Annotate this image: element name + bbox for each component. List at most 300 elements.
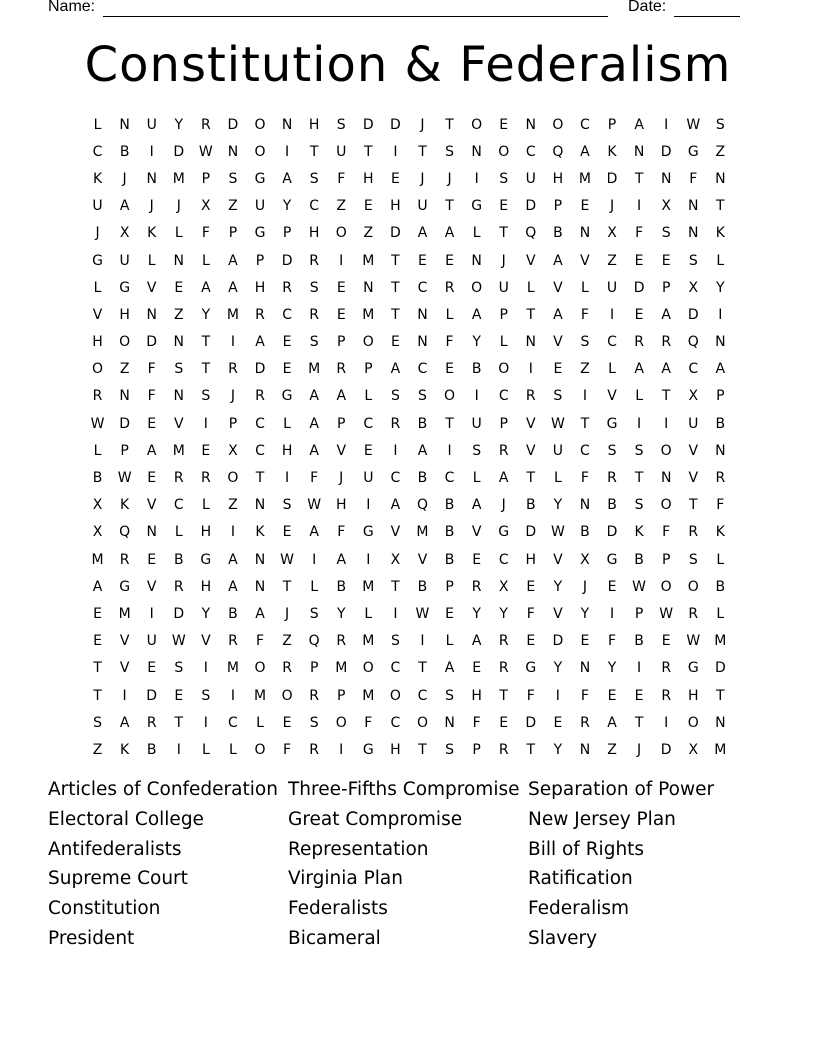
- grid-letter: A: [228, 252, 238, 269]
- grid-letter: V: [526, 252, 536, 269]
- grid-letter: Y: [201, 306, 211, 323]
- grid-letter: T: [391, 279, 400, 296]
- grid-letter: Z: [92, 741, 103, 758]
- grid-letter: N: [444, 714, 455, 731]
- grid-letter: L: [93, 442, 102, 459]
- grid-letter: B: [715, 415, 726, 432]
- grid-letter: X: [607, 225, 617, 242]
- grid-letter: S: [445, 143, 454, 160]
- page-title: Constitution & Federalism: [84, 37, 732, 93]
- grid-letter: W: [307, 497, 322, 514]
- grid-letter: N: [173, 334, 185, 351]
- grid-letter: H: [525, 551, 537, 568]
- grid-letter: T: [391, 252, 400, 269]
- grid-letter: L: [364, 605, 373, 622]
- grid-letter: S: [309, 334, 319, 351]
- date-blank-line[interactable]: [674, 16, 740, 17]
- grid-letter: S: [309, 170, 319, 187]
- grid-letter: I: [474, 170, 479, 187]
- grid-letter: J: [420, 170, 425, 187]
- grid-letter: U: [254, 198, 266, 215]
- grid-letter: V: [607, 388, 617, 405]
- grid-letter: P: [228, 225, 238, 242]
- grid-letter: G: [606, 415, 618, 432]
- grid-letter: S: [688, 551, 698, 568]
- grid-letter: I: [637, 660, 642, 677]
- grid-letter: N: [227, 143, 239, 160]
- grid-letter: B: [634, 551, 644, 568]
- grid-letter: T: [716, 198, 725, 215]
- grid-letter: Z: [336, 198, 347, 215]
- grid-letter: P: [364, 361, 373, 378]
- grid-letter: R: [498, 633, 509, 650]
- grid-letter: O: [389, 687, 401, 704]
- grid-letter: E: [282, 334, 292, 351]
- grid-letter: L: [256, 714, 264, 731]
- grid-letter: N: [715, 442, 726, 459]
- grid-letter: I: [637, 415, 642, 432]
- grid-letter: O: [471, 279, 483, 296]
- grid-letter: A: [146, 442, 157, 459]
- grid-letter: T: [688, 497, 698, 514]
- grid-letter: Z: [715, 143, 726, 160]
- grid-letter: S: [553, 388, 563, 405]
- grid-letter: C: [417, 361, 428, 378]
- grid-letter: R: [498, 442, 509, 459]
- grid-letter: Q: [119, 524, 131, 541]
- grid-letter: B: [444, 497, 455, 514]
- grid-row: [84, 356, 734, 383]
- grid-letter: A: [255, 334, 265, 351]
- grid-letter: U: [363, 470, 374, 487]
- grid-letter: U: [336, 143, 347, 160]
- grid-letter: L: [310, 578, 319, 595]
- grid-letter: O: [92, 361, 104, 378]
- header: [48, 0, 748, 20]
- grid-row: [84, 682, 734, 709]
- grid-letter: C: [173, 497, 184, 514]
- grid-letter: N: [688, 198, 699, 215]
- grid-letter: E: [363, 442, 373, 459]
- grid-letter: R: [146, 714, 157, 731]
- grid-letter: J: [149, 198, 154, 215]
- grid-letter: L: [93, 116, 102, 133]
- grid-letter: E: [390, 170, 400, 187]
- grid-letter: R: [200, 116, 211, 133]
- grid-letter: J: [447, 170, 452, 187]
- grid-letter: I: [230, 334, 235, 351]
- grid-row: [84, 736, 734, 763]
- grid-letter: A: [444, 225, 455, 242]
- grid-letter: R: [390, 415, 401, 432]
- grid-letter: R: [580, 714, 590, 731]
- name-label: Name:: [48, 0, 96, 15]
- grid-letter: J: [501, 252, 506, 269]
- grid-letter: T: [499, 225, 508, 242]
- grid-letter: E: [174, 687, 184, 704]
- grid-letter: T: [364, 143, 373, 160]
- grid-letter: R: [634, 334, 644, 351]
- grid-letter: S: [688, 252, 698, 269]
- grid-row: [84, 628, 734, 655]
- grid-letter: Y: [282, 198, 292, 215]
- grid-letter: Z: [282, 633, 292, 650]
- grid-letter: F: [445, 334, 454, 351]
- grid-letter: P: [201, 170, 211, 187]
- grid-letter: V: [417, 551, 428, 568]
- word-list-item: Ratification: [528, 868, 633, 890]
- grid-letter: M: [226, 660, 239, 677]
- grid-letter: A: [309, 524, 319, 541]
- grid-letter: K: [147, 225, 157, 242]
- grid-row: [84, 301, 734, 328]
- word-list-item: Virginia Plan: [288, 868, 403, 890]
- grid-row: [84, 383, 734, 410]
- grid-letter: G: [687, 660, 699, 677]
- grid-letter: B: [580, 524, 590, 541]
- grid-letter: U: [525, 170, 536, 187]
- grid-letter: T: [445, 116, 454, 133]
- grid-letter: S: [715, 116, 725, 133]
- grid-letter: N: [254, 497, 266, 514]
- grid-letter: F: [635, 225, 644, 242]
- grid-letter: I: [609, 306, 615, 323]
- grid-letter: V: [390, 524, 401, 541]
- grid-letter: E: [499, 714, 509, 731]
- grid-letter: J: [95, 225, 100, 242]
- grid-letter: R: [228, 361, 238, 378]
- grid-letter: A: [553, 306, 563, 323]
- grid-letter: I: [366, 551, 371, 568]
- grid-letter: S: [445, 687, 454, 704]
- grid-letter: D: [390, 116, 401, 133]
- grid-letter: T: [499, 687, 508, 704]
- grid-letter: M: [714, 633, 727, 650]
- grid-letter: P: [472, 741, 481, 758]
- grid-letter: I: [203, 415, 208, 432]
- grid-letter: W: [550, 524, 565, 541]
- grid-letter: N: [633, 143, 645, 160]
- grid-letter: E: [336, 306, 346, 323]
- grid-letter: M: [362, 252, 375, 269]
- grid-letter: C: [417, 687, 428, 704]
- letter-grid: [84, 111, 734, 764]
- grid-letter: R: [92, 388, 103, 405]
- grid-letter: R: [173, 578, 184, 595]
- grid-letter: V: [553, 279, 563, 296]
- grid-row: [84, 329, 734, 356]
- name-blank-line[interactable]: [103, 16, 608, 17]
- grid-letter: I: [393, 143, 398, 160]
- grid-letter: N: [254, 551, 266, 568]
- grid-letter: C: [255, 415, 265, 432]
- grid-letter: M: [362, 306, 375, 323]
- grid-letter: N: [417, 306, 428, 323]
- grid-letter: X: [92, 524, 103, 541]
- grid-letter: R: [255, 388, 265, 405]
- grid-letter: A: [661, 306, 671, 323]
- grid-letter: E: [634, 687, 644, 704]
- grid-letter: R: [471, 578, 482, 595]
- grid-letter: L: [445, 633, 454, 650]
- grid-letter: Y: [580, 605, 590, 622]
- grid-letter: I: [420, 633, 425, 650]
- grid-letter: L: [174, 225, 183, 242]
- grid-letter: D: [660, 741, 672, 758]
- grid-letter: L: [608, 361, 616, 378]
- grid-letter: U: [146, 116, 157, 133]
- grid-row: [84, 220, 734, 247]
- grid-letter: I: [474, 388, 479, 405]
- grid-letter: D: [254, 361, 266, 378]
- grid-letter: V: [553, 334, 563, 351]
- grid-letter: O: [281, 687, 293, 704]
- grid-letter: E: [147, 415, 157, 432]
- grid-letter: I: [637, 198, 642, 215]
- grid-letter: T: [716, 687, 725, 704]
- grid-letter: A: [92, 578, 103, 595]
- grid-letter: R: [688, 524, 699, 541]
- grid-letter: S: [418, 388, 427, 405]
- grid-letter: X: [201, 198, 211, 215]
- grid-letter: A: [390, 361, 401, 378]
- grid-letter: Z: [580, 361, 590, 378]
- grid-letter: X: [688, 388, 699, 405]
- grid-letter: T: [634, 470, 644, 487]
- grid-letter: Z: [363, 225, 374, 242]
- grid-letter: L: [526, 279, 535, 296]
- grid-letter: I: [176, 741, 181, 758]
- grid-letter: F: [580, 470, 589, 487]
- grid-letter: F: [580, 687, 589, 704]
- grid-letter: F: [689, 170, 698, 187]
- grid-letter: H: [471, 687, 482, 704]
- grid-letter: O: [660, 442, 672, 459]
- grid-letter: L: [201, 252, 210, 269]
- grid-letter: A: [201, 279, 211, 296]
- grid-letter: A: [282, 170, 292, 187]
- grid-letter: P: [716, 388, 725, 405]
- grid-letter: L: [229, 741, 237, 758]
- grid-row: [84, 600, 734, 627]
- grid-letter: J: [230, 388, 235, 405]
- grid-letter: Q: [525, 225, 537, 242]
- grid-letter: T: [661, 388, 671, 405]
- grid-letter: A: [661, 361, 671, 378]
- grid-letter: B: [607, 497, 617, 514]
- grid-letter: M: [91, 551, 104, 568]
- grid-row: [84, 546, 734, 573]
- grid-letter: H: [335, 497, 347, 514]
- grid-letter: I: [393, 605, 398, 622]
- grid-letter: M: [416, 524, 429, 541]
- grid-letter: D: [362, 116, 374, 133]
- grid-letter: A: [471, 497, 482, 514]
- grid-letter: C: [417, 279, 428, 296]
- grid-letter: R: [119, 551, 130, 568]
- grid-letter: N: [579, 497, 591, 514]
- grid-letter: M: [253, 687, 267, 704]
- grid-letter: E: [472, 551, 482, 568]
- grid-letter: E: [282, 524, 292, 541]
- grid-letter: J: [501, 497, 506, 514]
- grid-letter: G: [92, 252, 103, 269]
- grid-letter: V: [471, 524, 482, 541]
- grid-letter: B: [471, 361, 482, 378]
- grid-letter: I: [312, 551, 317, 568]
- grid-letter: I: [609, 605, 615, 622]
- grid-letter: I: [230, 524, 235, 541]
- grid-letter: A: [471, 306, 482, 323]
- grid-row: [84, 274, 734, 301]
- grid-letter: Y: [201, 605, 211, 622]
- grid-letter: Y: [716, 279, 725, 296]
- grid-letter: M: [362, 633, 375, 650]
- grid-letter: T: [526, 306, 536, 323]
- grid-letter: S: [580, 334, 590, 351]
- grid-letter: W: [632, 578, 647, 595]
- grid-letter: O: [471, 116, 483, 133]
- grid-letter: E: [553, 714, 563, 731]
- grid-letter: Y: [553, 741, 563, 758]
- grid-letter: M: [335, 660, 348, 677]
- grid-letter: N: [146, 170, 157, 187]
- grid-letter: P: [445, 578, 454, 595]
- grid-row: [84, 464, 734, 491]
- grid-letter: L: [716, 551, 725, 568]
- grid-letter: T: [445, 198, 454, 215]
- grid-letter: P: [120, 442, 129, 459]
- grid-letter: D: [633, 279, 645, 296]
- grid-letter: T: [282, 578, 292, 595]
- grid-letter: C: [580, 116, 590, 133]
- grid-letter: P: [337, 334, 346, 351]
- grid-letter: L: [581, 279, 589, 296]
- grid-letter: D: [525, 198, 537, 215]
- grid-letter: I: [203, 714, 208, 731]
- grid-letter: N: [119, 116, 130, 133]
- grid-letter: M: [308, 361, 321, 378]
- grid-letter: G: [281, 388, 293, 405]
- grid-letter: C: [525, 143, 536, 160]
- grid-letter: P: [337, 415, 346, 432]
- grid-letter: N: [715, 714, 726, 731]
- grid-letter: R: [336, 633, 347, 650]
- grid-letter: C: [228, 714, 238, 731]
- grid-letter: R: [173, 470, 184, 487]
- grid-row: [84, 492, 734, 519]
- grid-letter: Q: [308, 633, 320, 650]
- grid-letter: D: [552, 633, 564, 650]
- word-list-item: Bill of Rights: [528, 838, 645, 860]
- grid-letter: H: [390, 198, 401, 215]
- grid-letter: R: [688, 605, 699, 622]
- grid-letter: A: [607, 714, 617, 731]
- grid-letter: C: [498, 388, 509, 405]
- grid-letter: N: [471, 252, 482, 269]
- grid-letter: B: [92, 470, 103, 487]
- grid-letter: Z: [228, 497, 238, 514]
- grid-letter: A: [444, 660, 455, 677]
- word-list: [48, 778, 768, 951]
- grid-letter: R: [200, 470, 211, 487]
- grid-letter: D: [525, 714, 537, 731]
- grid-letter: N: [715, 334, 726, 351]
- grid-letter: Z: [228, 198, 238, 215]
- grid-row: [84, 709, 734, 736]
- grid-letter: E: [147, 470, 157, 487]
- grid-letter: P: [337, 687, 346, 704]
- grid-letter: Z: [607, 252, 617, 269]
- grid-letter: O: [362, 660, 374, 677]
- grid-letter: R: [525, 388, 536, 405]
- grid-letter: D: [660, 143, 672, 160]
- grid-letter: Y: [499, 605, 508, 622]
- grid-row: [84, 165, 734, 192]
- grid-letter: A: [119, 714, 130, 731]
- grid-letter: T: [255, 470, 265, 487]
- grid-letter: W: [171, 633, 186, 650]
- grid-letter: V: [119, 660, 130, 677]
- grid-letter: J: [176, 198, 181, 215]
- grid-letter: C: [282, 306, 292, 323]
- grid-letter: N: [146, 524, 157, 541]
- grid-letter: P: [228, 415, 238, 432]
- grid-letter: I: [393, 442, 398, 459]
- grid-letter: R: [282, 660, 292, 677]
- grid-letter: V: [201, 633, 211, 650]
- grid-letter: S: [336, 116, 346, 133]
- grid-letter: E: [553, 361, 563, 378]
- grid-letter: R: [661, 687, 672, 704]
- grid-letter: K: [120, 741, 130, 758]
- grid-letter: A: [309, 388, 319, 405]
- grid-letter: T: [93, 660, 102, 677]
- grid-letter: E: [147, 660, 157, 677]
- grid-letter: I: [555, 687, 560, 704]
- grid-letter: J: [122, 170, 127, 187]
- grid-letter: A: [634, 361, 644, 378]
- grid-letter: C: [580, 442, 590, 459]
- word-list-item: Federalists: [288, 898, 388, 920]
- grid-letter: T: [201, 334, 211, 351]
- grid-letter: M: [118, 605, 131, 622]
- grid-letter: Y: [553, 578, 563, 595]
- word-list-item: Separation of Power: [528, 779, 715, 800]
- grid-letter: Q: [552, 143, 564, 160]
- grid-letter: E: [93, 633, 102, 650]
- grid-letter: V: [146, 279, 157, 296]
- word-list-item: Slavery: [528, 927, 598, 949]
- grid-letter: H: [308, 225, 320, 242]
- grid-letter: P: [309, 660, 319, 677]
- grid-letter: E: [390, 334, 400, 351]
- grid-letter: X: [498, 578, 509, 595]
- grid-letter: X: [661, 198, 671, 215]
- grid-letter: G: [254, 170, 266, 187]
- grid-letter: R: [309, 306, 320, 323]
- grid-letter: E: [499, 198, 509, 215]
- grid-letter: N: [281, 116, 293, 133]
- grid-letter: X: [688, 741, 699, 758]
- grid-letter: M: [172, 170, 185, 187]
- grid-letter: I: [447, 442, 452, 459]
- grid-letter: O: [416, 714, 428, 731]
- grid-letter: H: [92, 334, 103, 351]
- grid-letter: B: [444, 551, 455, 568]
- grid-letter: R: [498, 741, 509, 758]
- grid-letter: O: [362, 334, 374, 351]
